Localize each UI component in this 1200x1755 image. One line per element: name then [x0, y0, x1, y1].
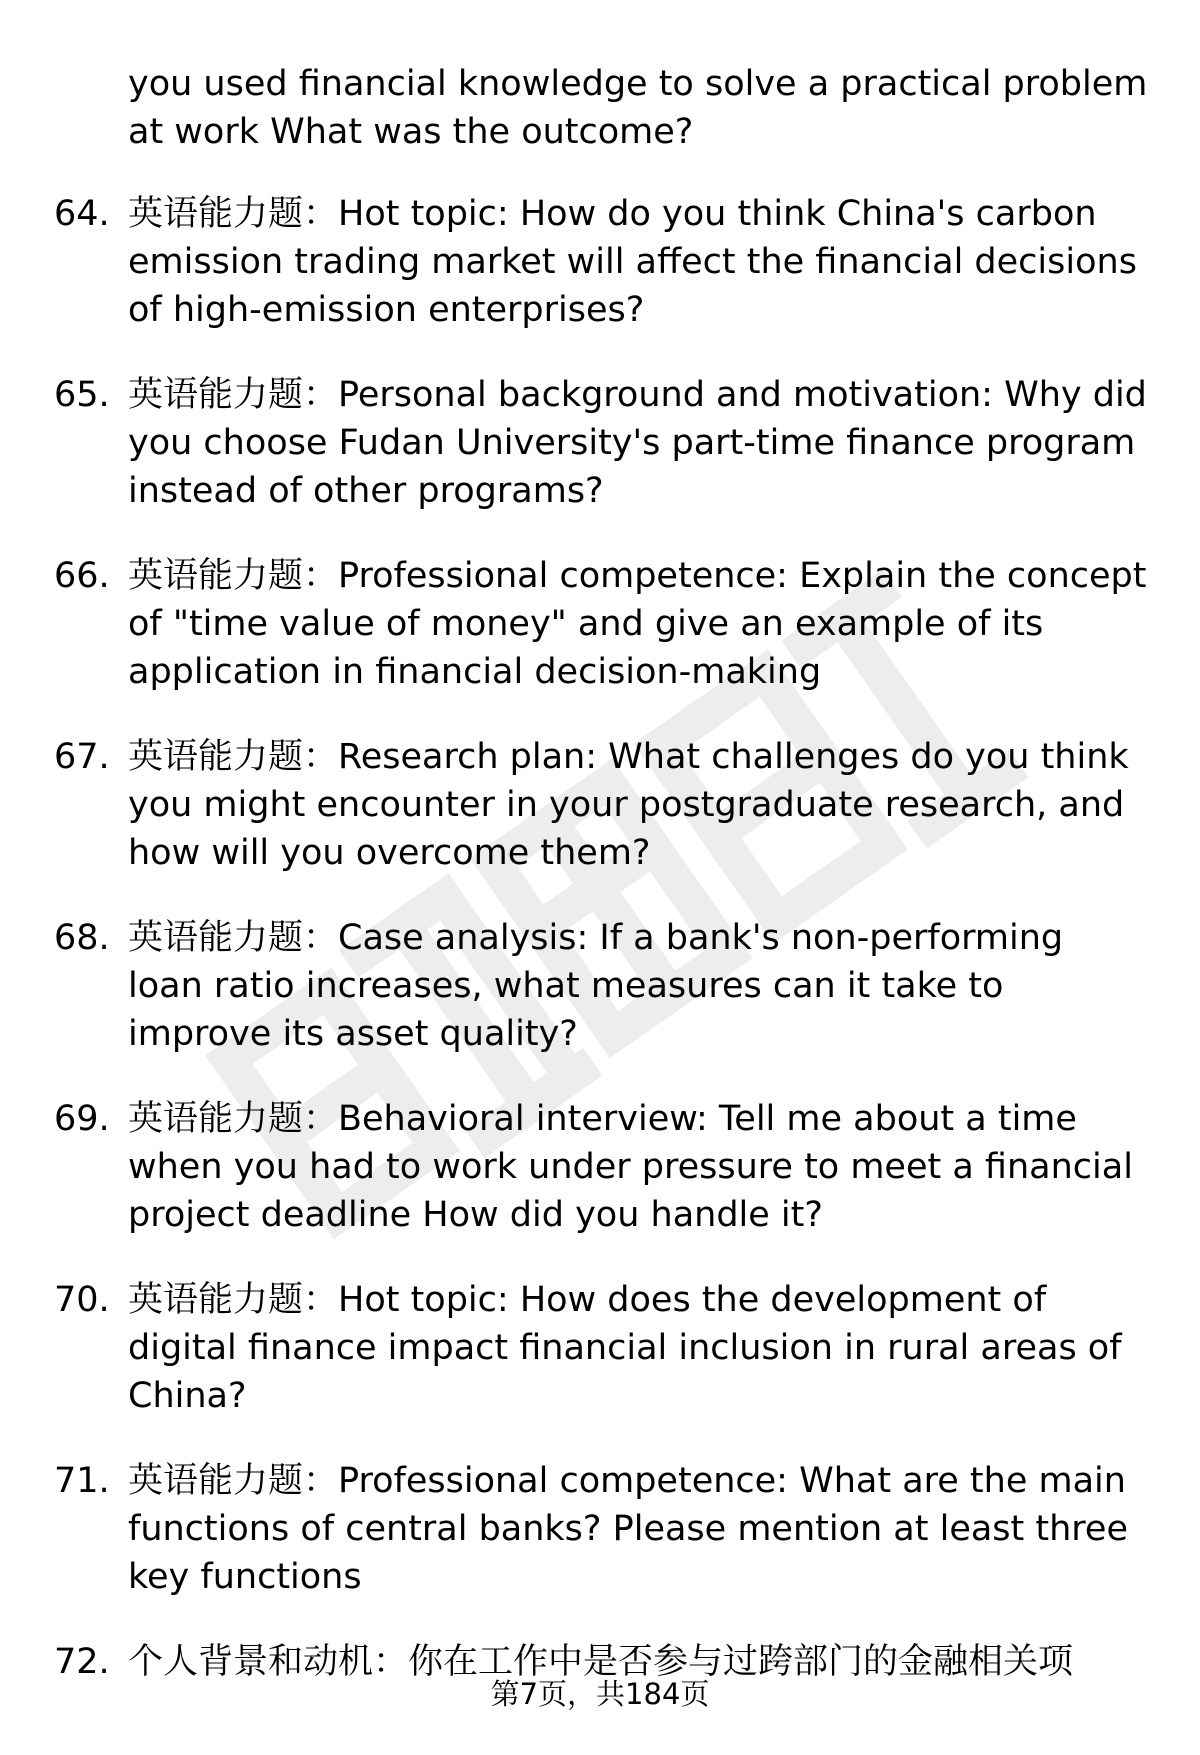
list-item	[0, 1276, 1148, 1420]
question-number: 65.	[54, 375, 110, 415]
question-text: 英语能力题：Professional competence: Explain the concept of "time value of money" and give an example of its application in financial decision-making	[128, 556, 1147, 692]
list-item	[0, 1457, 1148, 1601]
question-number: 70.	[54, 1280, 110, 1320]
list-item	[0, 552, 1148, 696]
question-number: 69.	[54, 1099, 110, 1139]
question-text: 英语能力题：Research plan: What challenges do you think you might encounter in your postgraduate research, and how will you overcome them?	[128, 737, 1129, 873]
page-number-footer: 第7页，共184页	[490, 1677, 710, 1711]
question-text: 英语能力题：Hot topic: How does the development of digital finance impact financial inclusion in rural areas of China?	[128, 1280, 1122, 1416]
question-text: 个人背景和动机：你在工作中是否参与过跨部门的金融相关项	[128, 1642, 1074, 1682]
question-number: 72.	[54, 1642, 110, 1682]
question-list	[0, 190, 1200, 1723]
list-item	[0, 914, 1148, 1058]
continued-question-text: you used financial knowledge to solve a practical problem at work What was the outcome?	[128, 64, 1148, 152]
question-number: 66.	[54, 556, 110, 596]
list-item	[0, 1095, 1148, 1239]
question-number: 71.	[54, 1461, 110, 1501]
question-text: 英语能力题：Professional competence: What are the main functions of central banks? Please mention at least three key functions	[128, 1461, 1128, 1597]
question-text: 英语能力题：Case analysis: If a bank's non-performing loan ratio increases, what measures can it take to improve its asset quality?	[128, 918, 1064, 1054]
question-text: 英语能力题：Hot topic: How do you think China's carbon emission trading market will affect the financial decisions of high-emission enterprises?	[128, 194, 1137, 330]
question-text: 英语能力题：Personal background and motivation: Why did you choose Fudan University's part-time finance program instead of other programs?	[128, 375, 1147, 511]
list-item	[0, 733, 1148, 877]
list-item	[0, 371, 1148, 515]
question-number: 64.	[54, 194, 110, 234]
question-text: 英语能力题：Behavioral interview: Tell me about a time when you had to work under pressure to meet a financial project deadline How did you handle it?	[128, 1099, 1133, 1235]
list-item	[0, 190, 1148, 334]
question-number: 68.	[54, 918, 110, 958]
question-number: 67.	[54, 737, 110, 777]
